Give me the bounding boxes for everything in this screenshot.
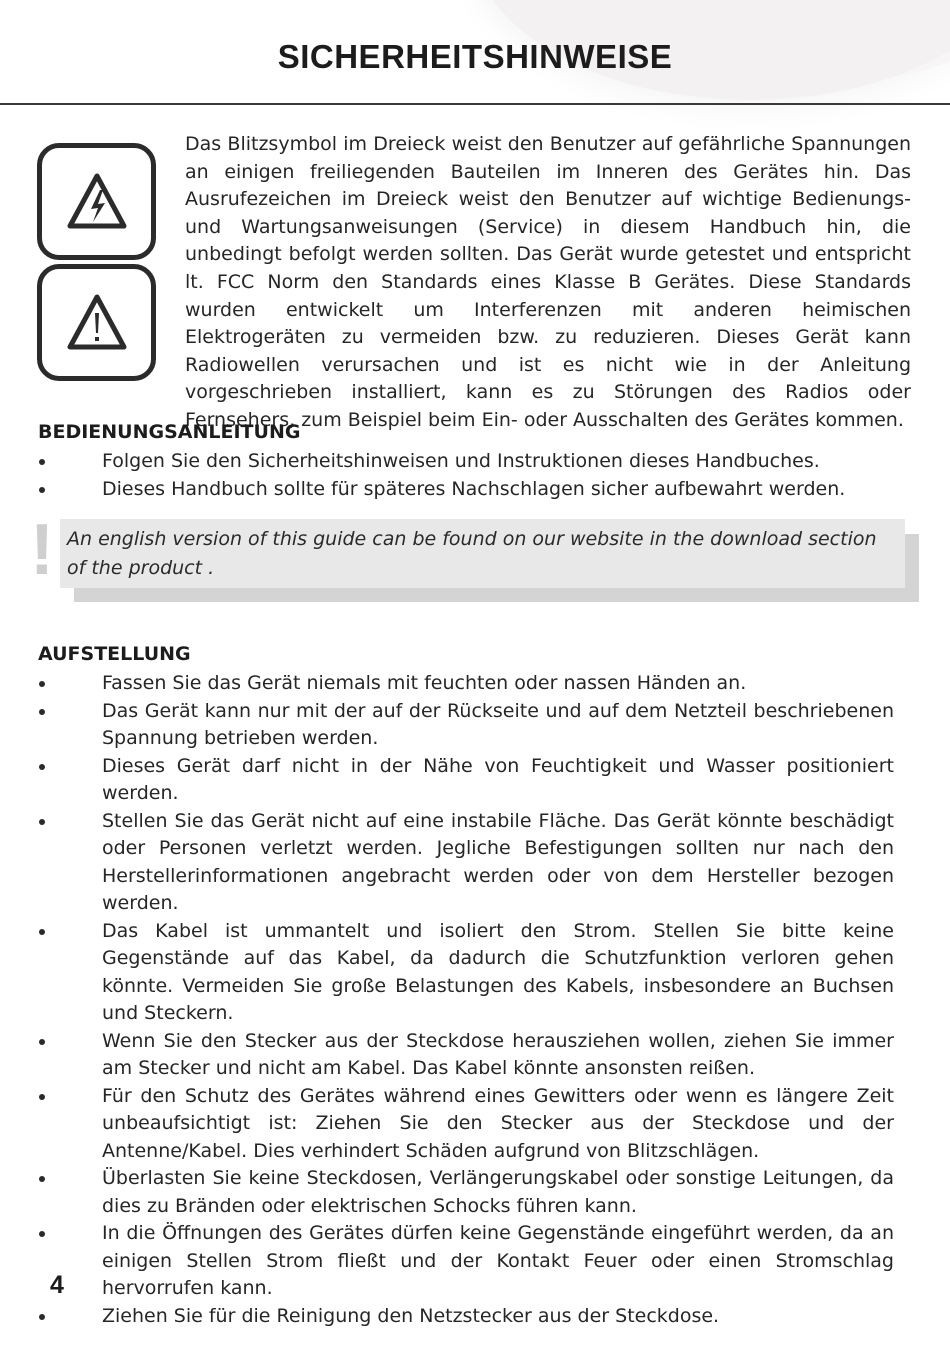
- list-item: [38, 808, 894, 918]
- list-item-text: Folgen Sie den Sicherheitshinweisen und Instruktionen dieses Handbuches.: [102, 450, 820, 472]
- page-number: 4: [50, 1271, 64, 1299]
- exclamation-warning-box: [37, 264, 156, 381]
- list-item-text: Das Gerät kann nur mit der auf der Rückseite und auf dem Netzteil beschriebenen Spannung betrieben werden.: [102, 699, 894, 749]
- bullet-icon: [39, 459, 45, 465]
- list-item: [38, 1303, 894, 1331]
- bullet-icon: [39, 681, 45, 687]
- bullet-icon: [39, 764, 45, 770]
- list-item-text: Stellen Sie das Gerät nicht auf eine instabile Fläche. Das Gerät könnte beschädigt oder Personen verletzt werden. Jegliche Befestigungen sollten nur nach den Herstellerinformationen angebracht werden oder von dem Hersteller bezogen werden.: [102, 809, 894, 914]
- list-item-text: Dieses Gerät darf nicht in der Nähe von Feuchtigkeit und Wasser positioniert werden.: [102, 754, 894, 804]
- english-version-note-text: An english version of this guide can be found on our website in the download section of the product .: [67, 528, 877, 579]
- bullet-icon: [39, 1231, 45, 1237]
- lightning-warning-icon: [66, 172, 128, 230]
- page-title: SICHERHEITSHINWEISE: [277, 38, 673, 75]
- aufstellung-list: [38, 670, 894, 1330]
- bullet-icon: [39, 1039, 45, 1045]
- bullet-icon: [39, 819, 45, 825]
- list-item: [38, 1028, 894, 1083]
- list-item-text: Wenn Sie den Stecker aus der Steckdose herausziehen wollen, ziehen Sie immer am Stecker und nicht am Kabel. Das Kabel könnte ansonsten reißen.: [102, 1029, 894, 1079]
- list-item-text: Überlasten Sie keine Steckdosen, Verlängerungskabel oder sonstige Leitungen, da dies zu Bränden oder elektrischen Schocks führen kann.: [102, 1167, 894, 1217]
- exclamation-note-icon: !: [30, 510, 54, 590]
- list-item-text: In die Öffnungen des Gerätes dürfen keine Gegenstände eingeführt werden, da an einigen Stellen Strom fließt und der Kontakt Feuer oder einen Stromschlag hervorrufen kann.: [102, 1222, 894, 1299]
- bedienungsanleitung-list: [38, 448, 894, 503]
- bullet-icon: [39, 1314, 45, 1320]
- list-item: [38, 918, 894, 1028]
- lightning-warning-box: [37, 143, 156, 260]
- list-item: [38, 1220, 894, 1303]
- bullet-icon: [39, 929, 45, 935]
- section-heading-aufstellung: AUFSTELLUNG: [38, 643, 191, 665]
- list-item: [38, 753, 894, 808]
- list-item: [38, 1165, 894, 1220]
- list-item-text: Ziehen Sie für die Reinigung den Netzstecker aus der Steckdose.: [102, 1304, 720, 1327]
- english-version-note: [60, 519, 905, 588]
- bullet-icon: [39, 709, 45, 715]
- section-heading-bedienungsanleitung: BEDIENUNGSANLEITUNG: [38, 421, 301, 443]
- list-item-text: Fassen Sie das Gerät niemals mit feuchten oder nassen Händen an.: [102, 672, 747, 694]
- title-divider: [0, 103, 950, 105]
- intro-paragraph: Das Blitzsymbol im Dreieck weist den Benutzer auf gefährliche Spannungen an einigen freiliegenden Bauteilen im Inneren des Gerätes hin. Das Ausrufezeichen im Dreieck weist den Benutzer auf wichtige Bedienungs- und Wartungsanweisungen (Service) in diesem Handbuch hin, die unbedingt befolgt werden sollten. Das Gerät wurde getestet und entspricht lt. FCC Norm den Standards eines Klasse B Gerätes. Diese Standards wurden entwickelt um Interferenzen mit anderen heimischen Elektrogeräten zu vermeiden bzw. zu reduzieren. Dieses Gerät kann Radiowellen verursachen und ist es nicht wie in der Anleitung vorgeschrieben installiert, kann es zu Störungen des Radios oder Fernsehers, zum Beispiel beim Ein- oder Ausschalten des Gerätes kommen.: [185, 133, 911, 431]
- list-item: [38, 448, 894, 476]
- list-item-text: Dieses Handbuch sollte für späteres Nachschlagen sicher aufbewahrt werden.: [102, 477, 846, 500]
- list-item: [38, 698, 894, 753]
- list-item-text: Für den Schutz des Gerätes während eines Gewitters oder wenn es längere Zeit unbeaufsichtigt ist: Ziehen Sie den Stecker aus der Steckdose und der Antenne/Kabel. Dies verhindert Schäden aufgrund von Blitzschlägen.: [102, 1084, 894, 1162]
- list-item: [38, 1083, 894, 1166]
- list-item: [38, 476, 894, 504]
- list-item: [38, 670, 894, 698]
- list-item-text: Das Kabel ist ummantelt und isoliert den Strom. Stellen Sie bitte keine Gegenstände auf das Kabel, da dadurch die Schutzfunktion verloren gehen könnte. Vermeiden Sie große Belastungen des Kabels, insbesondere an Buchsen und Steckern.: [102, 919, 894, 1024]
- bullet-icon: [39, 1176, 45, 1182]
- bullet-icon: [39, 487, 45, 493]
- bullet-icon: [39, 1094, 45, 1100]
- exclamation-warning-icon: [66, 293, 128, 351]
